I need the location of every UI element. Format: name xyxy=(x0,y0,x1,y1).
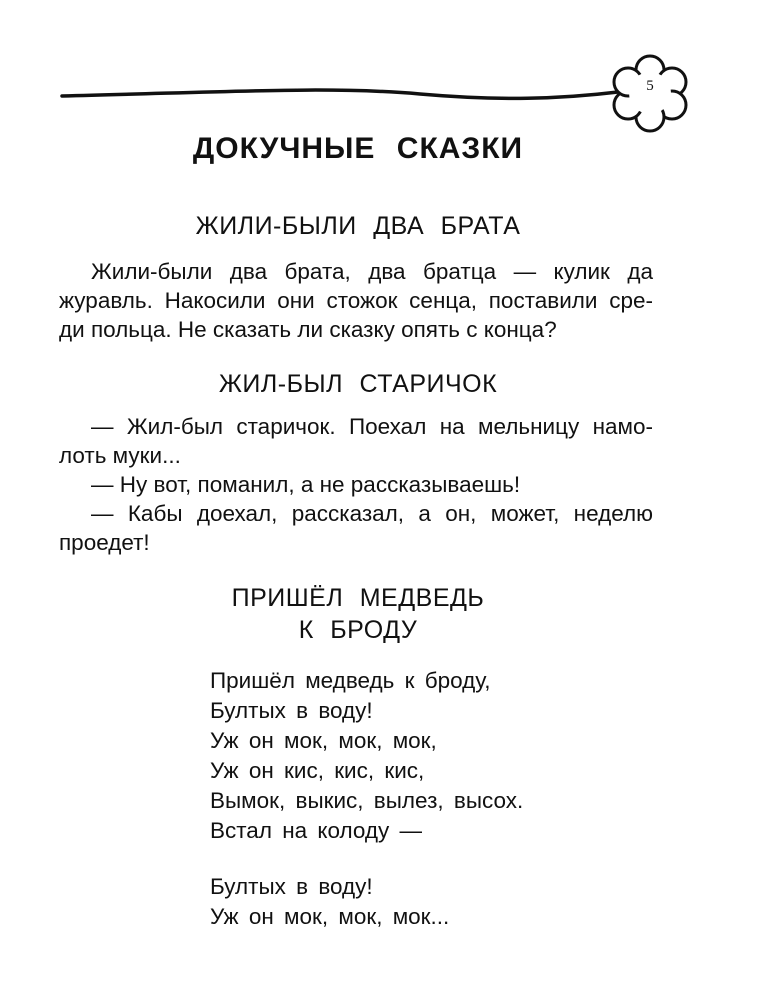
text-line: ди польца. Не сказать ли сказку опять с конца? xyxy=(59,317,557,342)
poem-line: Бултых в воду! xyxy=(210,874,373,899)
poem-line: Уж он мок, мок, мок, xyxy=(210,728,437,753)
poem-line: Уж он кис, кис, кис, xyxy=(210,758,425,783)
page-number: 5 xyxy=(646,78,654,94)
text-line: лоть муки... xyxy=(59,443,181,468)
story-title: ЖИЛИ-БЫЛИ ДВА БРАТА xyxy=(195,212,521,240)
story-text xyxy=(59,257,653,344)
stanza-gap xyxy=(210,846,523,872)
poem-line: Встал на колоду — xyxy=(210,818,423,843)
header-wave-line xyxy=(62,90,618,98)
chapter-title: ДОКУЧНЫЕ СКАЗКИ xyxy=(192,132,524,165)
poem-line: Вымок, выкис, вылез, высох. xyxy=(210,788,524,813)
text-line: — Кабы доехал, рассказал, а он, может, неделю xyxy=(91,501,653,526)
text-line: проедет! xyxy=(59,530,150,555)
poem-line: Уж он мок, мок, мок... xyxy=(210,904,450,929)
text-line: Жили-были два брата, два братца — кулик да xyxy=(91,259,653,284)
text-line: — Ну вот, поманил, а не рассказываешь! xyxy=(91,472,521,497)
story-title xyxy=(0,582,716,646)
text-line: — Жил-был старичок. Поехал на мельницу намо- xyxy=(91,414,653,439)
poem xyxy=(210,666,523,932)
story-title-line: ПРИШЁЛ МЕДВЕДЬ xyxy=(231,584,485,612)
header-decoration xyxy=(0,0,760,140)
poem-line: Пришёл медведь к броду, xyxy=(210,668,491,693)
story-title-line: К БРОДУ xyxy=(298,616,418,644)
story-title: ЖИЛ-БЫЛ СТАРИЧОК xyxy=(218,370,498,398)
text-line: журавль. Накосили они стожок сенца, поставили сре- xyxy=(59,288,653,313)
story-text xyxy=(59,412,653,557)
poem-line: Бултых в воду! xyxy=(210,698,373,723)
